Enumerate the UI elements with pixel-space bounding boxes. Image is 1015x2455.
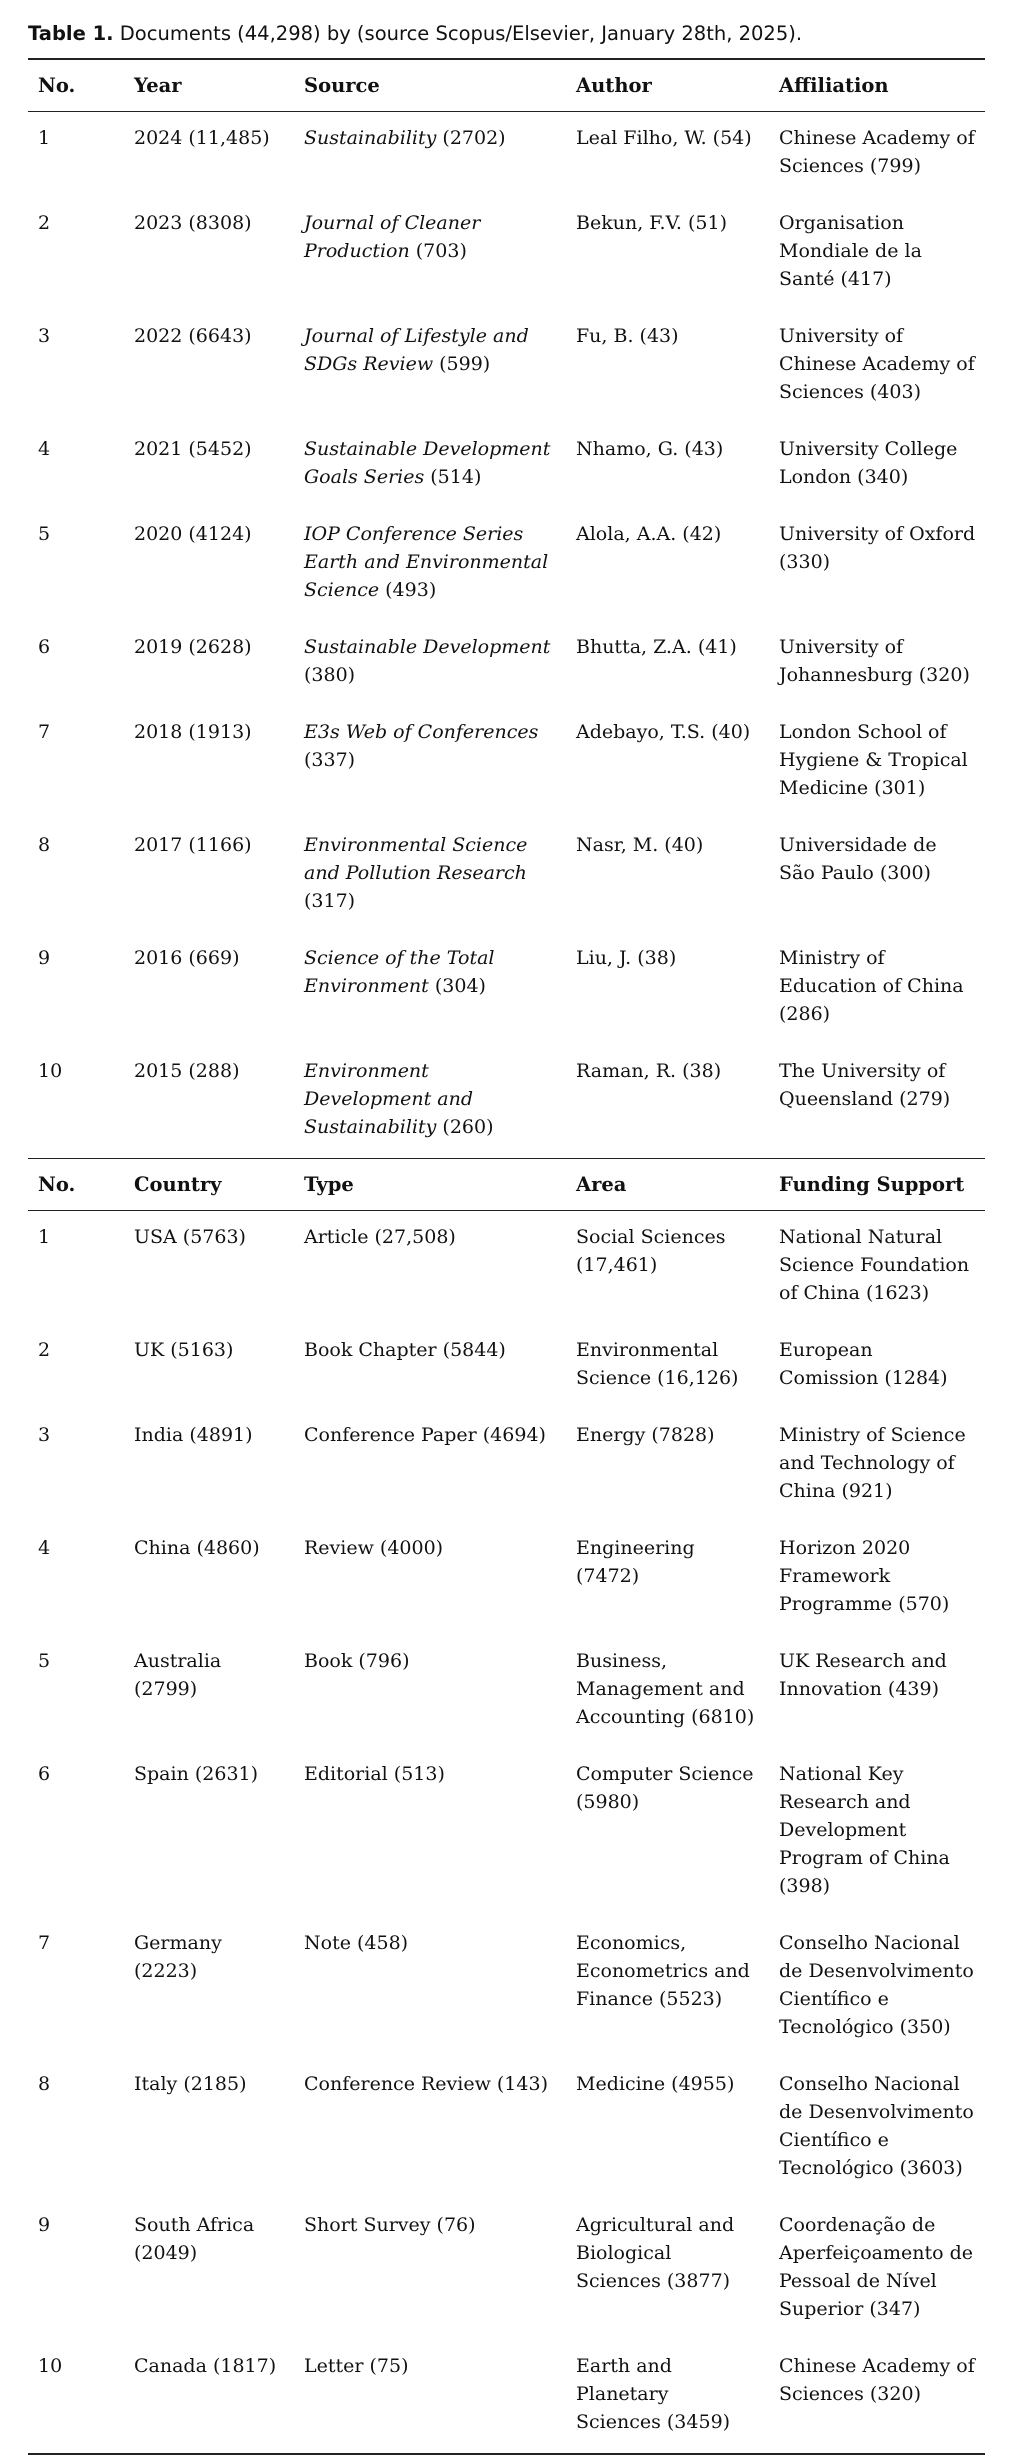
cell-type [292, 1917, 564, 2058]
cell-no [28, 197, 122, 310]
row-number: 1 [38, 127, 51, 149]
cell-no [28, 2058, 122, 2199]
cell-type [292, 1324, 564, 1409]
funding-value: Ministry of Science and Technology of China (921) [779, 1424, 966, 1502]
cell-affiliation [767, 819, 985, 932]
source-title: Journal of Lifestyle and SDGs Review [304, 325, 529, 375]
cell-type [292, 2058, 564, 2199]
funding-value: UK Research and Innovation (439) [779, 1650, 947, 1700]
year-value: 2016 (669) [134, 947, 240, 969]
affiliation-value: Universidade de São Paulo (300) [779, 834, 937, 884]
cell-funding [767, 1211, 985, 1325]
cell-author [564, 310, 767, 423]
cell-author [564, 819, 767, 932]
cell-funding [767, 2199, 985, 2340]
table-row [28, 197, 985, 310]
cell-no [28, 819, 122, 932]
header-funding-support: Funding Support [767, 1159, 985, 1211]
type-value: Conference Review (143) [304, 2073, 548, 2095]
country-value: Italy (2185) [134, 2073, 247, 2095]
type-value: Book (796) [304, 1650, 410, 1672]
cell-source [292, 423, 564, 508]
row-number: 7 [38, 721, 51, 743]
type-value: Article (27,508) [304, 1226, 456, 1248]
cell-country [122, 1748, 292, 1917]
cell-affiliation [767, 706, 985, 819]
table-row [28, 2199, 985, 2340]
cell-author [564, 932, 767, 1045]
country-value: UK (5163) [134, 1339, 234, 1361]
source-count: (599) [433, 353, 491, 375]
header-year: Year [122, 59, 292, 112]
cell-source [292, 932, 564, 1045]
affiliation-value: Organisation Mondiale de la Santé (417) [779, 212, 922, 290]
country-value: India (4891) [134, 1424, 253, 1446]
table-row [28, 508, 985, 621]
cell-no [28, 1917, 122, 2058]
cell-year [122, 621, 292, 706]
row-number: 2 [38, 212, 51, 234]
row-number: 3 [38, 1424, 51, 1446]
cell-funding [767, 1324, 985, 1409]
row-number: 3 [38, 325, 51, 347]
cell-no [28, 1324, 122, 1409]
source-title: Environment Development and Sustainability [304, 1060, 474, 1138]
source-count: (703) [409, 240, 467, 262]
cell-country [122, 1522, 292, 1635]
source-title: Journal of Cleaner Production [304, 212, 481, 262]
affiliation-value: Chinese Academy of Sciences (799) [779, 127, 975, 177]
author-value: Raman, R. (38) [576, 1060, 722, 1082]
cell-type [292, 1635, 564, 1748]
source-count: (260) [436, 1116, 494, 1138]
cell-source [292, 706, 564, 819]
funding-value: National Key Research and Development Program of China (398) [779, 1763, 950, 1897]
cell-no [28, 423, 122, 508]
table-row [28, 112, 985, 198]
cell-year [122, 310, 292, 423]
cell-source [292, 508, 564, 621]
row-number: 8 [38, 834, 51, 856]
cell-no [28, 2340, 122, 2454]
header-author: Author [564, 59, 767, 112]
cell-year [122, 508, 292, 621]
affiliation-value: University of Chinese Academy of Sciences (403) [779, 325, 975, 403]
cell-source [292, 310, 564, 423]
cell-area [564, 2340, 767, 2454]
affiliation-value: University of Oxford (330) [779, 523, 976, 573]
country-value: Germany (2223) [134, 1932, 222, 1982]
affiliation-value: London School of Hygiene & Tropical Medicine (301) [779, 721, 968, 799]
cell-type [292, 2199, 564, 2340]
affiliation-value: The University of Queensland (279) [779, 1060, 951, 1110]
table-header-row-middle [28, 1159, 985, 1211]
cell-author [564, 197, 767, 310]
cell-country [122, 1917, 292, 2058]
table-section-divider [28, 1159, 985, 1211]
documents-table [28, 58, 985, 2455]
type-value: Short Survey (76) [304, 2214, 476, 2236]
type-value: Review (4000) [304, 1537, 444, 1559]
table-header-row-top [28, 59, 985, 112]
table-row [28, 310, 985, 423]
table-row [28, 2058, 985, 2199]
table-row [28, 423, 985, 508]
cell-affiliation [767, 423, 985, 508]
year-value: 2017 (1166) [134, 834, 252, 856]
cell-author [564, 112, 767, 198]
row-number: 2 [38, 1339, 51, 1361]
affiliation-value: Ministry of Education of China (286) [779, 947, 964, 1025]
cell-country [122, 1409, 292, 1522]
country-value: China (4860) [134, 1537, 260, 1559]
cell-funding [767, 1409, 985, 1522]
table-row [28, 2340, 985, 2454]
cell-source [292, 621, 564, 706]
funding-value: Conselho Nacional de Desenvolvimento Científico e Tecnológico (350) [779, 1932, 974, 2038]
cell-no [28, 508, 122, 621]
cell-area [564, 1522, 767, 1635]
cell-country [122, 1635, 292, 1748]
row-number: 6 [38, 1763, 51, 1785]
year-value: 2023 (8308) [134, 212, 252, 234]
country-value: USA (5763) [134, 1226, 246, 1248]
cell-area [564, 1324, 767, 1409]
funding-value: Chinese Academy of Sciences (320) [779, 2355, 975, 2405]
table-row [28, 932, 985, 1045]
cell-affiliation [767, 621, 985, 706]
cell-affiliation [767, 932, 985, 1045]
year-value: 2021 (5452) [134, 438, 252, 460]
author-value: Liu, J. (38) [576, 947, 677, 969]
area-value: Agricultural and Biological Sciences (3877) [576, 2214, 735, 2292]
source-title: Sustainable Development Goals Series [304, 438, 551, 488]
row-number: 6 [38, 636, 51, 658]
author-value: Fu, B. (43) [576, 325, 679, 347]
cell-type [292, 1211, 564, 1325]
area-value: Social Sciences (17,461) [576, 1226, 726, 1276]
table-caption-label: Table 1. [28, 22, 114, 45]
cell-source [292, 197, 564, 310]
funding-value: National Natural Science Foundation of China (1623) [779, 1226, 970, 1304]
table-row [28, 1211, 985, 1325]
cell-type [292, 1748, 564, 1917]
cell-no [28, 1635, 122, 1748]
cell-country [122, 2340, 292, 2454]
cell-type [292, 1522, 564, 1635]
type-value: Note (458) [304, 1932, 409, 1954]
country-value: Spain (2631) [134, 1763, 259, 1785]
cell-funding [767, 1917, 985, 2058]
table-row [28, 1748, 985, 1917]
cell-no [28, 112, 122, 198]
area-value: Economics, Econometrics and Finance (5523) [576, 1932, 750, 2010]
year-value: 2024 (11,485) [134, 127, 270, 149]
cell-source [292, 819, 564, 932]
cell-country [122, 2058, 292, 2199]
cell-author [564, 1045, 767, 1159]
source-count: (2702) [436, 127, 506, 149]
table-section-bottom [28, 1211, 985, 2455]
cell-year [122, 932, 292, 1045]
cell-area [564, 1409, 767, 1522]
row-number: 10 [38, 2355, 63, 2377]
cell-source [292, 1045, 564, 1159]
row-number: 10 [38, 1060, 63, 1082]
cell-no [28, 1522, 122, 1635]
cell-year [122, 423, 292, 508]
funding-value: Coordenação de Aperfeiçoamento de Pessoal de Nível Superior (347) [779, 2214, 973, 2320]
row-number: 9 [38, 2214, 51, 2236]
table-row [28, 819, 985, 932]
cell-year [122, 1045, 292, 1159]
author-value: Bhutta, Z.A. (41) [576, 636, 737, 658]
source-count: (304) [428, 975, 486, 997]
cell-area [564, 1635, 767, 1748]
source-count: (317) [304, 890, 356, 912]
author-value: Bekun, F.V. (51) [576, 212, 728, 234]
area-value: Energy (7828) [576, 1424, 715, 1446]
type-value: Book Chapter (5844) [304, 1339, 506, 1361]
year-value: 2019 (2628) [134, 636, 252, 658]
area-value: Computer Science (5980) [576, 1763, 754, 1813]
area-value: Earth and Planetary Sciences (3459) [576, 2355, 731, 2433]
cell-area [564, 1748, 767, 1917]
cell-author [564, 508, 767, 621]
source-title: Sustainable Development [304, 636, 551, 658]
table-row [28, 1409, 985, 1522]
cell-affiliation [767, 1045, 985, 1159]
country-value: Australia (2799) [134, 1650, 222, 1700]
table-row [28, 621, 985, 706]
cell-author [564, 706, 767, 819]
year-value: 2018 (1913) [134, 721, 252, 743]
cell-no [28, 706, 122, 819]
row-number: 5 [38, 523, 51, 545]
row-number: 7 [38, 1932, 51, 1954]
cell-no [28, 1409, 122, 1522]
cell-country [122, 2199, 292, 2340]
cell-area [564, 1211, 767, 1325]
cell-country [122, 1324, 292, 1409]
cell-type [292, 1409, 564, 1522]
author-value: Nhamo, G. (43) [576, 438, 724, 460]
row-number: 5 [38, 1650, 51, 1672]
source-count: (514) [424, 466, 482, 488]
area-value: Business, Management and Accounting (6810) [576, 1650, 755, 1728]
cell-affiliation [767, 310, 985, 423]
source-title: IOP Conference Series Earth and Environmental Science [304, 523, 549, 601]
affiliation-value: University College London (340) [779, 438, 958, 488]
funding-value: European Comission (1284) [779, 1339, 948, 1389]
author-value: Nasr, M. (40) [576, 834, 704, 856]
cell-affiliation [767, 508, 985, 621]
cell-country [122, 1211, 292, 1325]
cell-year [122, 197, 292, 310]
table-caption-text: Documents (44,298) by (source Scopus/Elsevier, January 28th, 2025). [113, 22, 803, 45]
author-value: Adebayo, T.S. (40) [576, 721, 751, 743]
table-row [28, 1522, 985, 1635]
table-row [28, 1917, 985, 2058]
area-value: Environmental Science (16,126) [576, 1339, 739, 1389]
cell-author [564, 423, 767, 508]
country-value: Canada (1817) [134, 2355, 277, 2377]
header-country: Country [122, 1159, 292, 1211]
table-section-top [28, 112, 985, 1159]
table-row [28, 1324, 985, 1409]
table-row [28, 1635, 985, 1748]
cell-no [28, 1211, 122, 1325]
cell-type [292, 2340, 564, 2454]
header-type: Type [292, 1159, 564, 1211]
year-value: 2015 (288) [134, 1060, 240, 1082]
cell-funding [767, 1522, 985, 1635]
table-caption [28, 22, 802, 46]
cell-affiliation [767, 197, 985, 310]
header-no-2: No. [28, 1159, 122, 1211]
country-value: South Africa (2049) [134, 2214, 255, 2264]
header-affiliation: Affiliation [767, 59, 985, 112]
area-value: Medicine (4955) [576, 2073, 735, 2095]
source-title: Environmental Science and Pollution Research [304, 834, 528, 884]
row-number: 8 [38, 2073, 51, 2095]
cell-area [564, 2058, 767, 2199]
source-count: (493) [379, 579, 437, 601]
source-title: Sustainability [304, 127, 437, 149]
cell-year [122, 706, 292, 819]
row-number: 9 [38, 947, 51, 969]
cell-area [564, 1917, 767, 2058]
cell-funding [767, 2058, 985, 2199]
table-row [28, 706, 985, 819]
funding-value: Conselho Nacional de Desenvolvimento Científico e Tecnológico (3603) [779, 2073, 974, 2179]
author-value: Alola, A.A. (42) [576, 523, 722, 545]
source-count: (380) [304, 664, 356, 686]
cell-source [292, 112, 564, 198]
cell-funding [767, 1748, 985, 1917]
header-area: Area [564, 1159, 767, 1211]
year-value: 2020 (4124) [134, 523, 252, 545]
header-source: Source [292, 59, 564, 112]
table-row [28, 1045, 985, 1159]
affiliation-value: University of Johannesburg (320) [779, 636, 970, 686]
cell-no [28, 621, 122, 706]
cell-funding [767, 2340, 985, 2454]
author-value: Leal Filho, W. (54) [576, 127, 752, 149]
type-value: Conference Paper (4694) [304, 1424, 546, 1446]
cell-no [28, 1748, 122, 1917]
cell-funding [767, 1635, 985, 1748]
cell-year [122, 112, 292, 198]
cell-no [28, 1045, 122, 1159]
source-title: E3s Web of Conferences [304, 721, 539, 743]
cell-area [564, 2199, 767, 2340]
type-value: Editorial (513) [304, 1763, 445, 1785]
cell-no [28, 932, 122, 1045]
cell-no [28, 2199, 122, 2340]
type-value: Letter (75) [304, 2355, 409, 2377]
cell-affiliation [767, 112, 985, 198]
source-count: (337) [304, 749, 356, 771]
cell-year [122, 819, 292, 932]
cell-no [28, 310, 122, 423]
funding-value: Horizon 2020 Framework Programme (570) [779, 1537, 950, 1615]
year-value: 2022 (6643) [134, 325, 252, 347]
row-number: 1 [38, 1226, 51, 1248]
row-number: 4 [38, 1537, 51, 1559]
header-no: No. [28, 59, 122, 112]
row-number: 4 [38, 438, 51, 460]
area-value: Engineering (7472) [576, 1537, 695, 1587]
cell-author [564, 621, 767, 706]
source-title: Science of the Total Environment [304, 947, 495, 997]
